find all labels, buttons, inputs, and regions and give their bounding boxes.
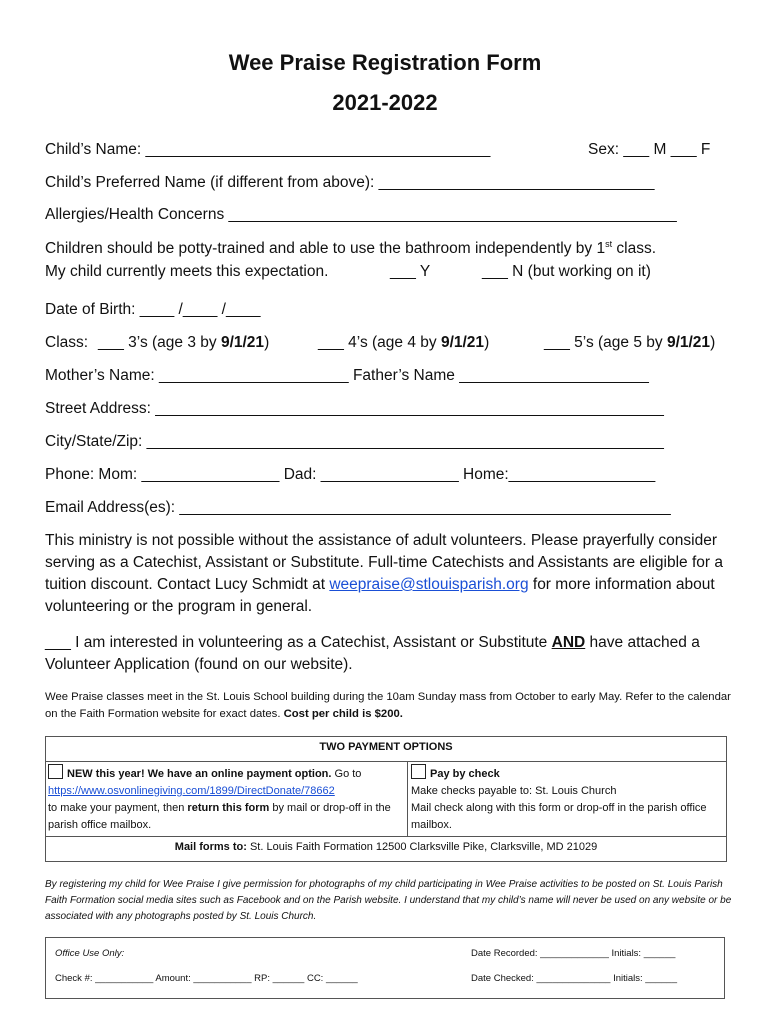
- city-state-zip-field[interactable]: City/State/Zip: ____________________________________________________________: [45, 433, 664, 450]
- sex-field[interactable]: Sex: ___ M ___ F: [588, 141, 711, 158]
- potty-no-field[interactable]: ___ N (but working on it): [482, 263, 651, 280]
- dob-field[interactable]: Date of Birth: ____ /____ /____: [45, 301, 261, 318]
- online-rest-b: by mail or drop-off in the parish office mailbox.: [48, 802, 391, 831]
- class-3-option[interactable]: [98, 334, 269, 352]
- online-rest-bold: return this form: [187, 802, 270, 814]
- class-4-option[interactable]: [318, 334, 489, 352]
- form-title: Wee Praise Registration Form: [228, 50, 542, 75]
- check-payment-checkbox[interactable]: [411, 764, 426, 779]
- potty-expectation-label: My child currently meets this expectation.: [45, 263, 329, 280]
- interest-and: AND: [551, 634, 586, 651]
- classes-note: [45, 689, 735, 723]
- volunteer-paragraph: [45, 530, 730, 618]
- online-payment-option: [48, 764, 403, 834]
- volunteer-text-a: This ministry is not possible without the assistance of adult volunteers. Please prayerfully consider serving as a Catechist, Assistant or Substitute. Full-time Catechists and Assistants are eligible for a tuition discount. Contact Lucy Schmidt at: [45, 532, 724, 593]
- form-year: 2021-2022: [332, 90, 438, 115]
- allergies-field[interactable]: Allergies/Health Concerns ____________________________________________________: [45, 206, 677, 223]
- class-4-date: 9/1/21: [440, 334, 485, 351]
- online-goto-text: Go to: [331, 768, 362, 780]
- mail-forms-line: [45, 841, 727, 853]
- potty-text-a: Children should be potty-trained and able to use the bathroom independently by 1: [45, 240, 606, 258]
- mail-forms-label: Mail forms to:: [174, 841, 247, 853]
- date-recorded-field[interactable]: Date Recorded: _____________ Initials: ______: [471, 948, 676, 959]
- online-payment-checkbox[interactable]: [48, 764, 63, 779]
- online-payment-link[interactable]: https://www.osvonlinegiving.com/1899/DirectDonate/78662: [48, 785, 335, 797]
- online-payment-title: NEW this year! We have an online payment option.: [67, 768, 332, 780]
- office-use-box: [45, 937, 725, 999]
- potty-yes-field[interactable]: ___ Y: [390, 263, 431, 280]
- potty-text-sup: st: [605, 239, 613, 249]
- check-payment-title: Pay by check: [430, 768, 500, 780]
- volunteer-email-link[interactable]: weepraise@stlouisparish.org: [329, 576, 529, 593]
- child-name-field[interactable]: Child’s Name: ________________________________________: [45, 141, 491, 158]
- class-label: Class:: [45, 334, 89, 351]
- parents-name-field[interactable]: Mother’s Name: ______________________ Father’s Name ______________________: [45, 367, 649, 384]
- classes-note-text: Wee Praise classes meet in the St. Louis School building during the 10am Sunday mass from October to early May. Refer to the calendar on the Faith Formation website for exact dates.: [45, 691, 731, 720]
- date-checked-field[interactable]: Date Checked: ______________ Initials: ______: [471, 973, 677, 984]
- payment-footer-divider: [46, 836, 726, 837]
- preferred-name-field[interactable]: Child’s Preferred Name (if different from above): ________________________________: [45, 174, 655, 191]
- volunteer-interest-line: [45, 632, 735, 676]
- class-5-option[interactable]: [544, 334, 715, 352]
- check-amount-row[interactable]: Check #: ___________ Amount: ___________ RP: ______ CC: ______: [55, 973, 358, 984]
- class-5-date: 9/1/21: [666, 334, 711, 351]
- photo-permission-text: By registering my child for Wee Praise I give permission for photographs of my child participating in Wee Praise activities to be posted on St. Louis Parish Faith Formation social media sites such as Facebook and on the Parish website. I understand that my child’s name will never be used on any website or be associated with any photographs posted by St. Louis Church.: [45, 879, 732, 922]
- class-4-paren: ): [484, 334, 490, 351]
- class-3-paren: ): [264, 334, 270, 351]
- interest-text-b: have attached a Volunteer Application (found on our website).: [45, 634, 700, 673]
- office-use-label: Office Use Only:: [55, 948, 125, 959]
- payment-column-divider: [407, 762, 408, 836]
- email-field[interactable]: Email Address(es): _________________________________________________________: [45, 499, 671, 516]
- check-payment-option: [411, 764, 719, 834]
- payment-options-header: TWO PAYMENT OPTIONS: [319, 741, 453, 753]
- class-4-text: ___ 4’s (age 4 by: [318, 334, 441, 351]
- class-5-paren: ): [710, 334, 716, 351]
- phone-field[interactable]: Phone: Mom: ________________ Dad: ________________ Home:_________________: [45, 466, 656, 483]
- potty-requirement-text: [45, 239, 656, 258]
- payment-header-divider: [46, 761, 726, 762]
- class-3-date: 9/1/21: [220, 334, 265, 351]
- interest-text-a: ___ I am interested in volunteering as a Catechist, Assistant or Substitute: [45, 634, 552, 651]
- cost-per-child: Cost per child is $200.: [283, 708, 403, 720]
- check-mail-line: Mail check along with this form or drop-off in the parish office mailbox.: [411, 802, 707, 831]
- online-rest-a: to make your payment, then: [48, 802, 188, 814]
- potty-text-b: class.: [612, 240, 657, 258]
- street-address-field[interactable]: Street Address: ___________________________________________________________: [45, 400, 664, 417]
- class-3-text: ___ 3’s (age 3 by: [98, 334, 221, 351]
- mail-forms-address: St. Louis Faith Formation 12500 Clarksville Pike, Clarksville, MD 21029: [246, 841, 598, 853]
- class-5-text: ___ 5’s (age 5 by: [544, 334, 667, 351]
- check-payable-line: Make checks payable to: St. Louis Church: [411, 785, 617, 797]
- volunteer-text-b: for more information about volunteering or the program in general.: [45, 576, 715, 615]
